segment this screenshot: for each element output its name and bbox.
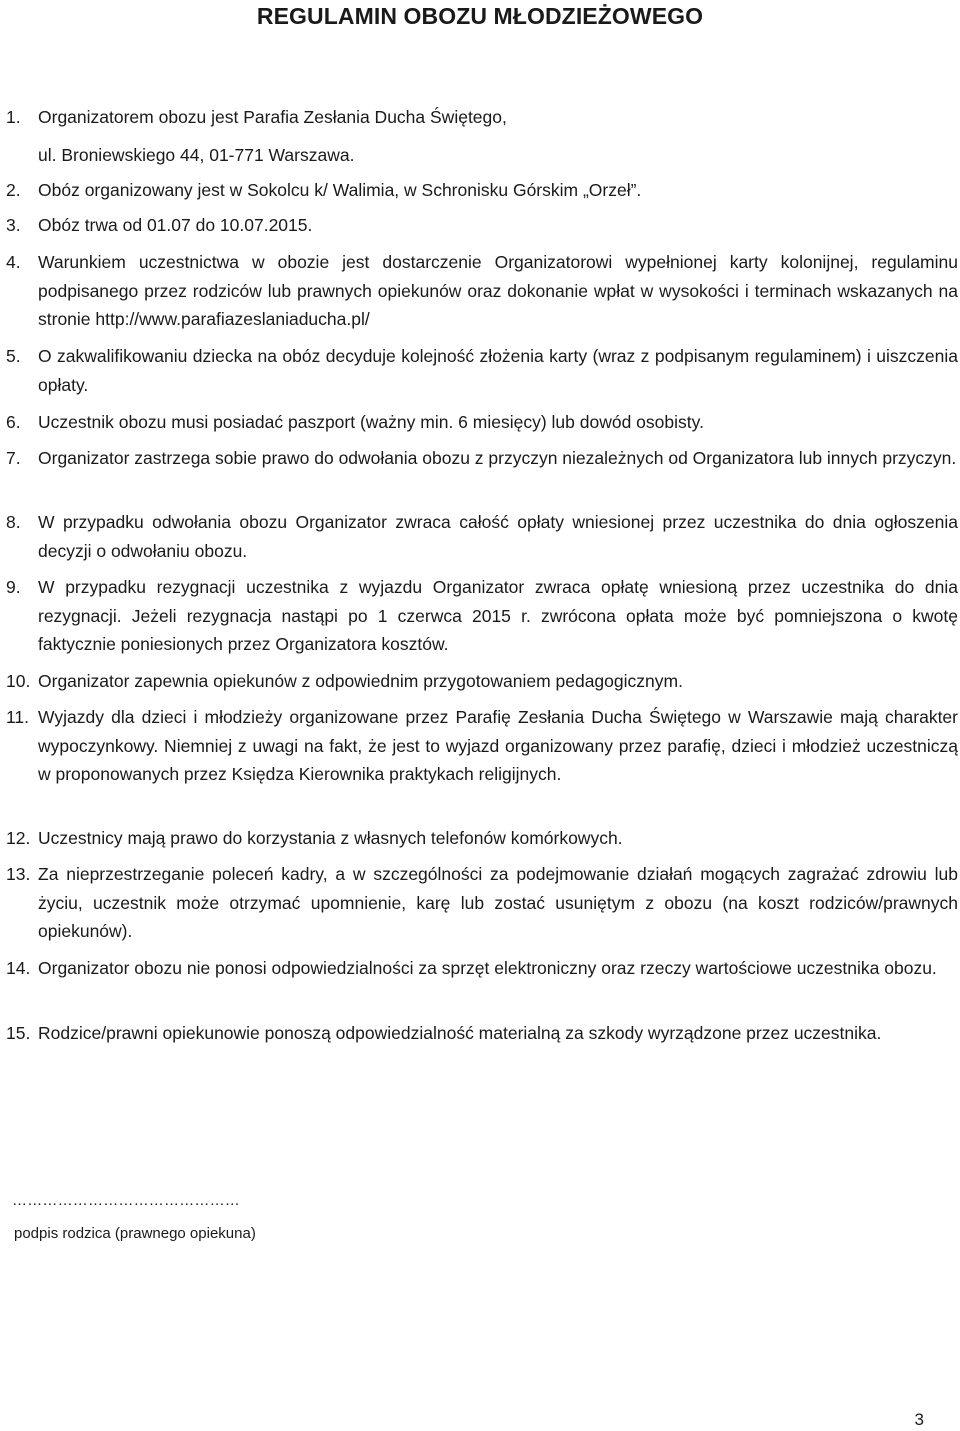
rule-item-8 [0,508,958,565]
rule-item-6 [0,408,958,437]
rule-text: W przypadku rezygnacji uczestnika z wyjazdu Organizator zwraca opłatę wniesioną przez uczestnika do dnia rezygnacji. Jeżeli rezygnacja nastąpi po 1 czerwca 2015 r. zwrócona opłata może być pomniejszona o kwotę faktycznie poniesionych przez Organizatora kosztów. [38,577,958,654]
rule-text: Organizator zastrzega sobie prawo do odwołania obozu z przyczyn niezależnych od Organizatora lub innych przyczyn. [38,448,957,468]
rule-number: 8. [6,512,21,532]
rule-text: Organizator obozu nie ponosi odpowiedzialności za sprzęt elektroniczny oraz rzeczy wartościowe uczestnika obozu. [38,958,937,978]
rule-text: Rodzice/prawni opiekunowie ponoszą odpowiedzialność materialną za szkody wyrządzone przez uczestnika. [38,1023,882,1043]
rule-item-1-address [0,141,958,170]
rule-text: Uczestnicy mają prawo do korzystania z własnych telefonów komórkowych. [38,828,623,848]
rule-number: 15. [6,1023,31,1043]
rule-item-9 [0,573,958,659]
signature-label: podpis rodzica (prawnego opiekuna) [14,1225,256,1242]
rule-text: Uczestnik obozu musi posiadać paszport (ważny min. 6 miesięcy) lub dowód osobisty. [38,412,704,432]
rule-text: Obóz organizowany jest w Sokolcu k/ Walimia, w Schronisku Górskim „Orzeł”. [38,180,642,200]
rule-text: Wyjazdy dla dzieci i młodzieży organizowane przez Parafię Zesłania Ducha Świętego w Warszawie mają charakter wypoczynkowy. Niemniej z uwagi na fakt, że jest to wyjazd organizowany przez parafię, dzieci i młodzież uczestniczą w proponowanych przez Księdza Kierownika praktykach religijnych. [38,707,958,784]
rule-item-5 [0,342,958,399]
rule-number: 9. [6,577,21,597]
rule-number: 11. [6,707,30,727]
rule-text: W przypadku odwołania obozu Organizator zwraca całość opłaty wniesionej przez uczestnika do dnia ogłoszenia decyzji o odwołaniu obozu. [38,512,958,561]
page-number: 3 [914,1410,924,1429]
rule-item-15 [0,1019,958,1048]
rule-text: Organizatorem obozu jest Parafia Zesłania Ducha Świętego, [38,107,507,127]
rule-number: 5. [6,346,21,366]
rule-number: 13. [6,864,31,884]
rule-number: 7. [6,448,21,468]
rule-number: 12. [6,828,31,848]
rule-item-2 [0,176,958,205]
rule-number: 1. [6,107,21,127]
rule-text: Obóz trwa od 01.07 do 10.07.2015. [38,215,313,235]
rule-item-12 [0,824,958,853]
rule-item-7 [0,444,958,473]
rule-number: 10. [6,671,31,691]
rule-item-10 [0,667,958,696]
rule-text: Organizator zapewnia opiekunów z odpowiednim przygotowaniem pedagogicznym. [38,671,683,691]
rule-item-13 [0,860,958,946]
rule-text: Za nieprzestrzeganie poleceń kadry, a w szczególności za podejmowanie działań mogących zagrażać zdrowiu lub życiu, uczestnik może otrzymać upomnienie, karę lub zostać usuniętym z obozu (na koszt rodziców/prawnych opiekunów). [38,864,958,941]
rule-number: 3. [6,215,21,235]
rule-item-4 [0,248,958,334]
rule-number: 2. [6,180,21,200]
rule-item-14 [0,954,958,983]
rule-text: Warunkiem uczestnictwa w obozie jest dostarczenie Organizatorowi wypełnionej karty kolonijnej, regulaminu podpisanego przez rodziców lub prawnych opiekunów oraz dokonanie wpłat w wysokości i terminach wskazanych na stronie http://www.parafiazeslaniaducha.pl/ [38,252,958,329]
rule-number: 6. [6,412,21,432]
document-title: REGULAMIN OBOZU MŁODZIEŻOWEGO [256,3,704,29]
rule-number: 4. [6,252,21,272]
rule-item-1 [0,103,958,132]
rule-text: ul. Broniewskiego 44, 01-771 Warszawa. [38,145,355,165]
rule-number: 14. [6,958,31,978]
rule-item-3 [0,211,958,240]
rule-item-11 [0,703,958,789]
signature-line: ……………………………………… [12,1192,240,1209]
rule-text: O zakwalifikowaniu dziecka na obóz decyduje kolejność złożenia karty (wraz z podpisanym regulaminem) i uiszczenia opłaty. [38,346,958,395]
